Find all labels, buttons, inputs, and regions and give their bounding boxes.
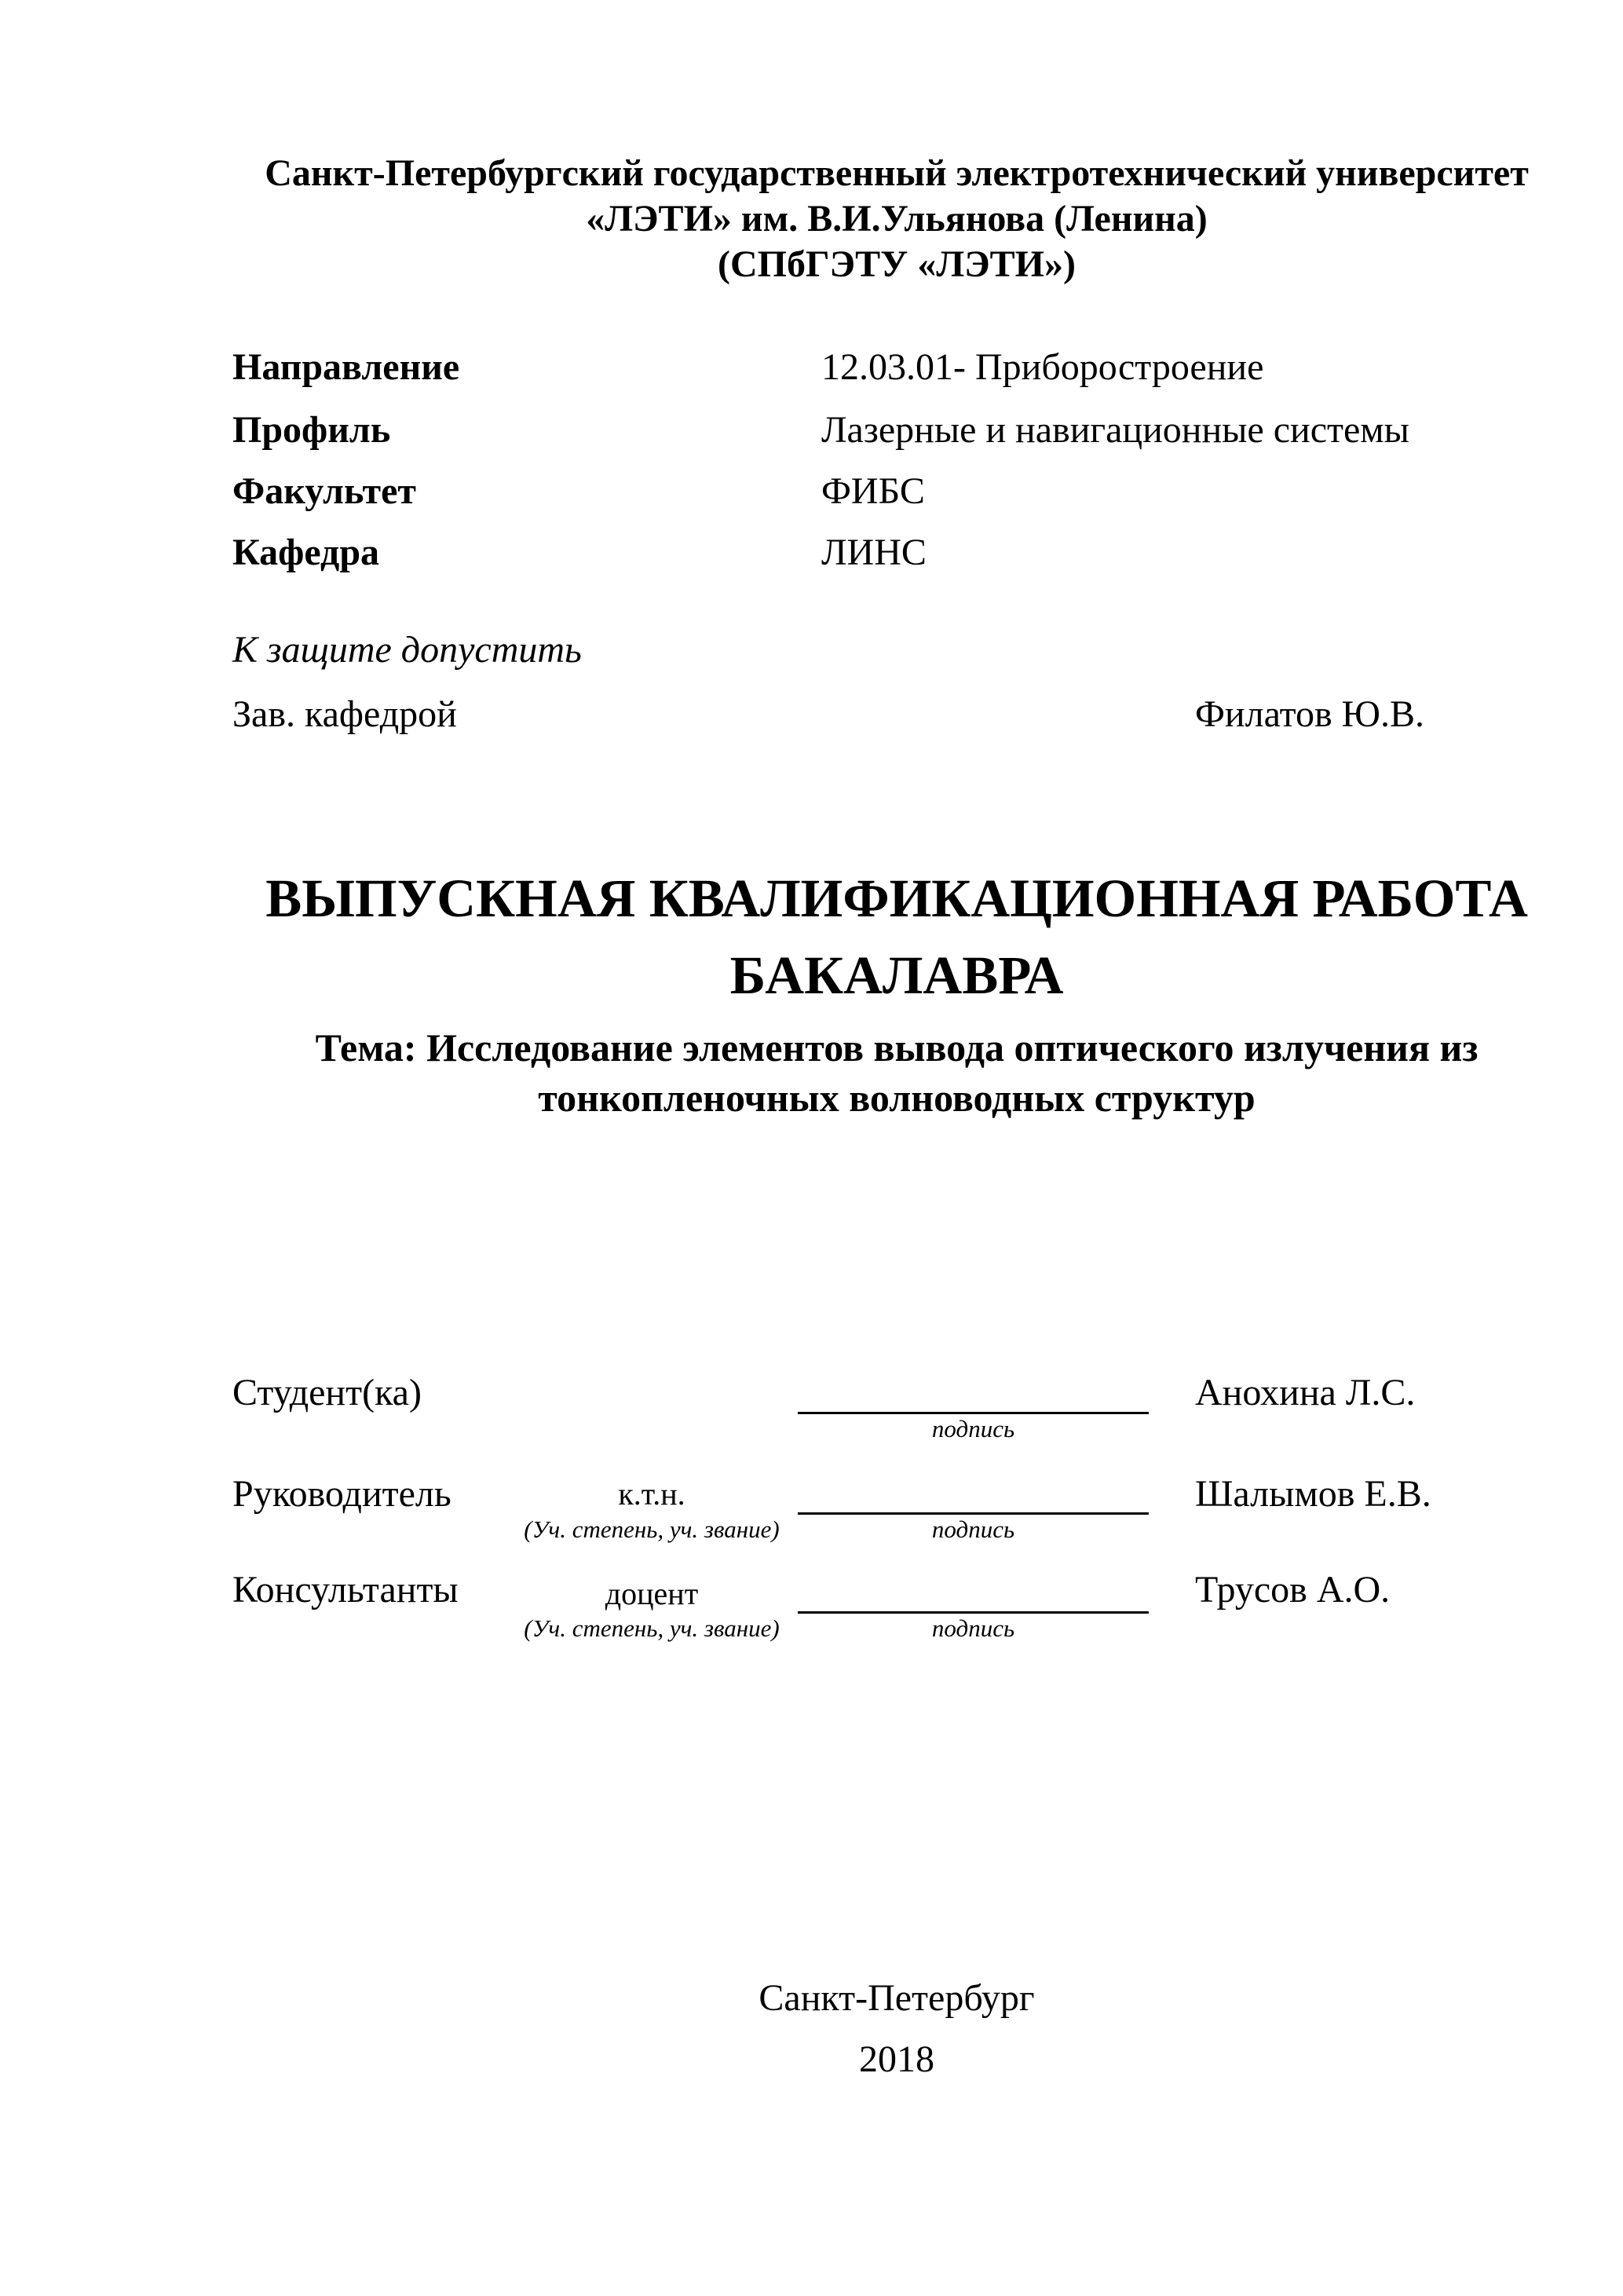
signature-name: Шалымов Е.В.	[1195, 1473, 1431, 1515]
signature-line	[798, 1512, 1149, 1515]
signature-line	[798, 1611, 1149, 1614]
signature-line	[798, 1412, 1149, 1414]
university-name-line: Санкт-Петербургский государственный электротехнический университет	[265, 152, 1529, 194]
footer-city: Санкт-Петербург	[758, 1977, 1035, 2019]
signature-name: Анохина Л.С.	[1195, 1372, 1416, 1413]
field-value: 12.03.01- Приборостроение	[821, 346, 1264, 388]
signature-degree: доцент	[605, 1576, 699, 1611]
university-header	[232, 151, 1561, 287]
signature-name: Трусов А.О.	[1195, 1569, 1391, 1610]
signature-note: подпись	[931, 1614, 1015, 1642]
field-value: Лазерные и навигационные системы	[821, 409, 1409, 451]
work-theme: Тема: Исследование элементов вывода оптического излучения из тонкопленочных волноводных структур	[315, 1026, 1479, 1120]
signature-role: Студент(ка)	[232, 1372, 422, 1413]
university-abbreviation: (СПбГЭТУ «ЛЭТИ»)	[718, 243, 1076, 285]
field-value: ЛИНС	[821, 532, 927, 573]
degree-note: (Уч. степень, уч. звание)	[524, 1515, 780, 1543]
field-label: Профиль	[232, 409, 391, 451]
signature-note: подпись	[931, 1515, 1015, 1543]
field-label: Факультет	[232, 470, 416, 512]
dept-head-label: Зав. кафедрой	[232, 693, 457, 735]
field-row-direction	[232, 345, 1561, 393]
work-title-line2: БАКАЛАВРА	[729, 945, 1064, 1005]
work-title-line1: ВЫПУСКНАЯ КВАЛИФИКАЦИОННАЯ РАБОТА	[265, 868, 1528, 928]
degree-note: (Уч. степень, уч. звание)	[524, 1614, 780, 1642]
signature-role: Консультанты	[232, 1569, 459, 1610]
field-label: Направление	[232, 346, 460, 388]
signature-degree: к.т.н.	[618, 1476, 685, 1512]
signature-role: Руководитель	[232, 1473, 451, 1515]
field-row-department	[232, 531, 1561, 578]
admission-permit-line: К защите допустить	[232, 629, 582, 671]
field-row-faculty	[232, 470, 1561, 517]
field-row-profile	[232, 408, 1561, 455]
field-label: Кафедра	[232, 532, 380, 573]
dept-head-name: Филатов Ю.В.	[1195, 693, 1424, 735]
university-name-line: «ЛЭТИ» им. В.И.Ульянова (Ленина)	[586, 198, 1208, 239]
signature-note: подпись	[931, 1415, 1015, 1442]
footer-year: 2018	[859, 2038, 934, 2080]
field-value: ФИБС	[821, 470, 925, 512]
